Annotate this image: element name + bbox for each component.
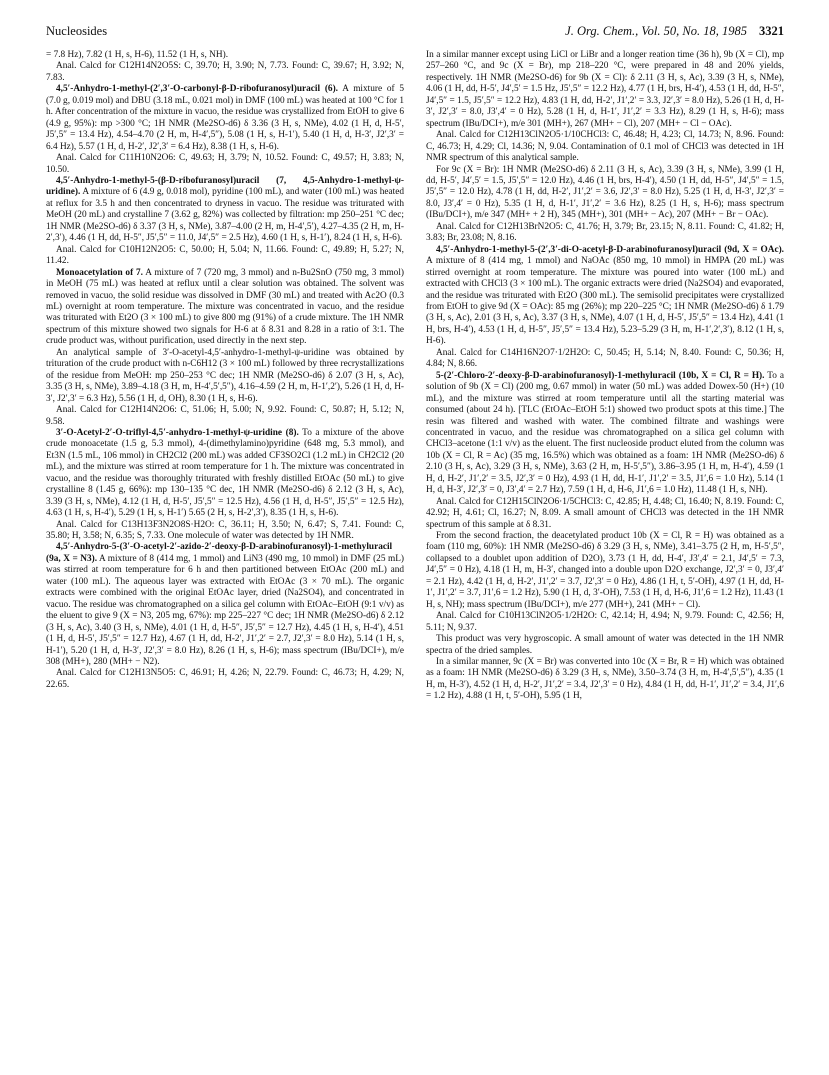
paragraph-text: For 9c (X = Br): 1H NMR (Me2SO-d6) δ 2.11 (3 H, s, Ac), 3.39 (3 H, s, NMe), 3.99 (1 H, dd, H-5′, J4′,5′ = 1.5, J5′,5″ = 12.0 Hz), 4.46 (1 H, brs, H-4′), 4.50 (1 H, dd, H-5″, J4′,5″ = 1.5, J5′,5″ = 12.0 Hz), 4.78 (1 H, dd, H-2′, J1′,2′ = 3.6, J2′,3′ = 8.0 Hz), 5.25 (1 H, d, H-3′, J2′,3′ = 8.0, J3′,4′ = 0 Hz), 5.35 (1 H, d, H-1′, J1′,2′ = 3.6 Hz), 8.25 (1 H, s, H-6); mass spectrum (IBu/DCI+), m/e 347 (MH+ + 2 H), 345 (MH+), 301 (MH+ − Ac), 207 (MH+ − Br − OAc).	[426, 164, 784, 221]
paragraph-text: Anal. Calcd for C12H14N2O5S: C, 39.70; H, 3.90; N, 7.73. Found: C, 39.67; H, 3.92; N, 7.83.	[46, 61, 404, 83]
paragraph	[46, 668, 404, 691]
right-column	[426, 50, 784, 1060]
paragraph-text: A mixture of 5 (7.0 g, 0.019 mol) and DBU (3.18 mL, 0.021 mol) in DMF (100 mL) was heated at 100 °C for 1 h. After concentration of the mixture in vacuo, the residue was crystallized from EtOH to give 6 (4.9 g, 95%): mp >300 °C; 1H NMR (Me2SO-d6) δ 3.36 (3 H, s, NMe), 4.02 (1 H, d, H-5′, J5′,5″ = 13.4 Hz), 4.54–4.70 (2 H, m, H-4′,5″), 5.08 (1 H, s, H-1′), 5.40 (1 H, d, H-3′, J2′,3′ = 6.4 Hz), 5.57 (1 H, d, H-2′, J2′,3′ = 6.4 Hz), 8.38 (1 H, s, H-6).	[46, 84, 404, 152]
paragraph	[46, 428, 404, 520]
paragraph-text: A mixture of 8 (414 mg, 1 mmol) and LiN3 (490 mg, 10 mmol) in DMF (25 mL) was stirred at room temperature for 6 h and then partitioned between EtOAc (200 mL) and water (100 mL). The aqueous layer was extracted with EtOAc (3 × 70 mL). The organic extracts were combined with the original EtOAc layer, dried (Na2SO4), and concentrated in vacuo. The residue was chromatographed on a silica gel column with EtOAc–EtOH (9:1 v/v) as the eluent to give 9 (X = N3, 205 mg, 67%): mp 225–227 °C dec; 1H NMR (Me2SO-d6) δ 2.12 (3 H, s, Ac), 3.40 (3 H, s, NMe), 4.01 (1 H, d, H-5″, J5′,5″ = 12.7 Hz), 4.45 (1 H, s, H-4′), 4.51 (1 H, d, H-5′, J5′,5″ = 12.7 Hz), 4.67 (1 H, dd, H-2′, J1′,2′ = 2.7, J2′,3′ = 8.0 Hz), 5.14 (1 H, s, H-1′), 5.20 (1 H, d, H-3′, J2′,3′ = 8.0 Hz), 8.26 (1 H, s, H-6); mass spectrum (IBu/DCI+), m/e 308 (MH+), 280 (MH+ − N2).	[46, 553, 404, 668]
paragraph	[426, 497, 784, 531]
paragraph	[46, 268, 404, 348]
paragraph	[46, 50, 404, 61]
paragraph-text: To a solution of 9b (X = Cl) (200 mg, 0.67 mmol) in water (50 mL) was added Dowex-50 (H+) (10 mL), and the mixture was stirred at room temperature until all the starting material was consumed (about 24 h). [TLC (EtOAc–EtOH 5:1) showed two product spots at this time.] The resin was filtered and washed with water. The combined filtrate and washings were concentrated in vacuo, and the residue was chromatographed on a silica gel column with CHCl3–acetone (1:1 v/v) as the eluent. The first nucleoside product eluted from the column was 10b (X = Cl, R = Ac) (35 mg, 16.5%) which was obtained as a foam: 1H NMR (Me2SO-d6) δ 2.10 (3 H, s, Ac), 3.29 (3 H, s, NMe), 3.63 (2 H, m, H-5′,5″), 3.86–3.95 (1 H, m, H-4′), 4.59 (1 H, d, H-2′, J1′,2′ = 3.5, J2′,3′ = 0 Hz), 4.93 (1 H, dd, H-1′, J1′,2′ = 3.5, J1′,6 = 1.0 Hz), 5.14 (1 H, d, H-3′, J2′,3′ = 0, J3′,4′ = 2.7 Hz), 7.59 (1 H, d, H-6, J1′,6 = 1.0 Hz), 11.48 (1 H, s, NH).	[426, 370, 784, 496]
section-title: Nucleosides	[46, 24, 108, 38]
paragraph	[426, 531, 784, 611]
paragraph-text: To a mixture of the above crude monoacetate (1.5 g, 5.3 mmol), 4-(dimethylamino)pyridine (648 mg, 5.3 mmol), and Et3N (1.5 mL, 106 mmol) in CH2Cl2 (200 mL) was added CF3SO2Cl (1.2 mL) in CH2Cl2 (20 mL), and the mixture was stirred at room temperature for 1 h. The mixture was concentrated in vacuo, and the residue was thoroughly triturated with freshly distilled EtOAc (50 mL) to give crystalline 8 (1.45 g, 66%): mp 130–135 °C dec, 1H NMR (Me2SO-d6) δ 2.12 (3 H, s, Ac), 3.39 (3 H, s, NMe), 4.12 (1 H, d, H-5′, J5′,5″ = 12.5 Hz), 4.56 (1 H, d, H-5″, J5′,5″ = 12.5 Hz), 4.63 (1 H, s, H-4′), 5.29 (1 H, s, H-1′) 5.65 (2 H, s, H-2′,3′), 8.35 (1 H, s, H-6).	[46, 427, 404, 519]
paragraph	[46, 153, 404, 176]
paragraph	[426, 130, 784, 164]
paragraph-heading: 5-(2′-Chloro-2′-deoxy-β-D-arabinofuranosyl)-1-methyluracil (10b, X = Cl, R = H).	[436, 370, 765, 381]
paragraph-text: Anal. Calcd for C12H13ClN2O5·1/10CHCl3: C, 46.48; H, 4.23; Cl, 14.73; N, 8.96. Found: C, 46.73; H, 4.29; Cl, 14.36; N, 9.04. Contamination of 0.1 mol of CHCl3 was detected in 1H NMR spectrum of this analytical sample.	[426, 130, 784, 164]
page-header	[46, 24, 784, 42]
paragraph	[46, 61, 404, 84]
paragraph	[426, 50, 784, 130]
paragraph	[46, 542, 404, 668]
paragraph-text: Anal. Calcd for C10H12N2O5: C, 50.00; H, 5.04; N, 11.66. Found: C, 49.89; H, 5.27; N, 11.42.	[46, 244, 404, 267]
paragraph-text: = 7.8 Hz), 7.82 (1 H, s, H-6), 11.52 (1 H, s, NH).	[46, 50, 229, 60]
paragraph-text: In a similar manner except using LiCl or LiBr and a longer reation time (36 h), 9b (X = Cl), mp 257–260 °C, and 9c (X = Br), mp 218–220 °C, were prepared in 48 and 20% yields, respectively. 1H NMR (Me2SO-d6) for 9b (X = Cl): δ 2.11 (3 H, s, Ac), 3.39 (3 H, s, NMe), 4.06 (1 H, dd, H-5′, J4′,5′ = 1.5 Hz, J5′,5″ = 12.2 Hz), 4.77 (1 H, brs, H-4′), 4.53 (1 H, dd, H-5″, J4′,5″ = 1.5, J5′,5″ = 12.2 Hz), 4.83 (1 H, dd, H-2′, J1′,2′ = 3.3, J2′,3′ = 8.0 Hz), 5.26 (1 H, d, H-3′, J2′,3′ = 8.0, J3′,4′ = 0 Hz), 5.28 (1 H, d, H-1′, J1′,2′ = 3.3 Hz), 8.29 (1 H, s, H-6); mass spectrum (IBu/DCI+), m/e 301 (MH+), 267 (MH+ − Cl), 207 (MH+ − Cl − OAc).	[426, 50, 784, 129]
paragraph	[426, 165, 784, 222]
paragraph-heading: Monoacetylation of 7.	[56, 267, 143, 278]
page-number: 3321	[759, 24, 784, 38]
paragraph-text: Anal. Calcd for C12H13N5O5: C, 46.91; H, 4.26; N, 22.79. Found: C, 46.73; H, 4.29; N, 22.65.	[46, 668, 404, 690]
paragraph-text: Anal. Calcd for C12H14N2O6: C, 51.06; H, 5.00; N, 9.92. Found: C, 50.87; H, 5.12; N, 9.58.	[46, 405, 404, 427]
paragraph	[426, 657, 784, 703]
paragraph-text: Anal. Calcd for C11H10N2O6: C, 49.63; H, 3.79; N, 10.52. Found: C, 49.57; H, 3.83; N, 10.50.	[46, 153, 404, 175]
paragraph	[426, 222, 784, 245]
paragraph	[46, 84, 404, 153]
paragraph-heading: 4,5′-Anhydro-1-methyl-5-(2′,3′-di-O-acetyl-β-D-arabinofuranosyl)uracil (9d, X = OAc).	[436, 244, 784, 255]
paragraph-heading: 3′-O-Acetyl-2′-O-triflyl-4,5′-anhydro-1-methyl-ψ-uridine (8).	[56, 427, 299, 438]
left-column	[46, 50, 404, 1060]
paragraph-text: A mixture of 6 (4.9 g, 0.018 mol), pyridine (100 mL), and water (100 mL) was heated at reflux for 3.5 h and then concentrated to dryness in vacuo. The residue was triturated with MeOH (20 mL) and crystalline 7 (3.62 g, 82%) was collected by filtration: mp 250–251 °C dec; 1H NMR (Me2SO-d6) δ 3.37 (3 H, s, NMe), 3.87–4.00 (2 H, m, H-4′,5′), 4.27–4.35 (2 H, m, H-2′,3′), 4.46 (1 H, dd, H-5″, J5′,5″ = 11.0, J4′,5″ = 2.5 Hz), 4.60 (1 H, s, H-1′), 8.24 (1 H, s, H-6).	[46, 187, 404, 244]
paragraph	[426, 371, 784, 497]
paragraph-text: This product was very hygroscopic. A small amount of water was detected in the 1H NMR spectra of the dried samples.	[426, 634, 784, 656]
paragraph-heading: 4,5′-Anhydro-5-(3′-O-acetyl-2′-azido-2′-deoxy-β-D-arabinofuranosyl)-1-methyluracil (9a, X = N3).	[46, 542, 393, 564]
paragraph-text: Anal. Calcd for C14H16N2O7·1/2H2O: C, 50.45; H, 5.14; N, 8.40. Found: C, 50.36; H, 4.84; N, 8.66.	[426, 347, 784, 370]
paragraph	[46, 520, 404, 543]
paragraph-text: An analytical sample of 3′-O-acetyl-4,5′-anhydro-1-methyl-ψ-uridine was obtained by trituration of the crude product with n-C6H12 (3 × 100 mL) followed by three recrystallizations of the residue from MeOH: mp 250–253 °C dec; 1H NMR (Me2SO-d6) δ 2.07 (3 H, s, Ac), 3.35 (3 H, s, NMe), 3.89–4.18 (3 H, m, H-4′,5′,5″), 4.16–4.59 (2 H, m, H-1′,2′), 5.26 (1 H, d, H-3′, J2′,3′ = 6.3 Hz), 5.56 (1 H, d, OH), 8.30 (1 H, s, H-6).	[46, 347, 404, 404]
paragraph	[426, 611, 784, 634]
paragraph	[46, 245, 404, 268]
paragraph-text: Anal. Calcd for C13H13F3N2O8S·H2O: C, 36.11; H, 3.50; N, 6.47; S, 7.41. Found: C, 35.80; H, 3.58; N, 6.35; S, 7.33. One molecule of water was detected by 1H NMR.	[46, 519, 404, 542]
journal-citation	[565, 24, 784, 39]
paragraph	[426, 634, 784, 657]
paragraph-text: Anal. Calcd for C12H15ClN2O6·1/5CHCl3: C, 42.85; H, 4.48; Cl, 16.40; N, 8.19. Found: C, 42.92; H, 4.61; Cl, 16.27; N, 8.09. A small amount of CHCl3 was detected in the 1H NMR spectrum of this sample at δ 8.31.	[426, 496, 784, 530]
paragraph-heading: 4,5′-Anhydro-1-methyl-5-(β-D-ribofuranosyl)uracil (7, 4,5-Anhydro-1-methyl-ψ-uridine).	[46, 175, 404, 198]
paragraph	[46, 348, 404, 405]
paragraph-heading: 4,5′-Anhydro-1-methyl-(2′,3′-O-carbonyl-β-D-ribofuranosyl)uracil (6).	[56, 84, 338, 95]
journal-name: J. Org. Chem., Vol. 50, No. 18, 1985	[565, 24, 747, 38]
paragraph	[426, 348, 784, 371]
paragraph-text: From the second fraction, the deacetylated product 10b (X = Cl, R = H) was obtained as a foam (110 mg, 60%): 1H NMR (Me2SO-d6) δ 3.29 (3 H, s, NMe), 3.41–3.75 (2 H, m, H-5′,5″, collapsed to a doublet upon addition of D2O), 3.73 (1 H, dd, H-4′, J3′,4′ = 2.1, J4′,5′ = 7.3, J4′,5″ = 0 Hz), 4.18 (1 H, m, H-3′, changed into a double upon D2O exchange, J2′,3′ = 0, J3′,4′ = 2.1 Hz), 4.42 (1 H, d, H-2′, J1′,2′ = 3.7, J2′,3′ = 0 Hz), 4.86 (1 H, t, 5′-OH), 4.97 (1 H, dd, H-1′, J1′,2′ = 3.7, J1′,6 = 1.2 Hz), 5.90 (1 H, d, 3′-OH), 7.53 (1 H, d, H-6, J1′,6 = 1.2 Hz), 11.43 (1 H, s, NH); mass spectrum (IBu/DCI+), m/e 277 (MH+), 241 (MH+ − Cl).	[426, 531, 784, 610]
paragraph-text: Anal. Calcd for C10H13ClN2O5·1/2H2O: C, 42.14; H, 4.94; N, 9.79. Found: C, 42.56; H, 5.11; N, 9.37.	[426, 611, 784, 633]
paragraph	[46, 176, 404, 245]
paragraph-text: Anal. Calcd for C12H13BrN2O5: C, 41.76; H, 3.79; Br, 23.15; N, 8.11. Found: C, 41.82; H, 3.83; Br, 23.08; N, 8.16.	[426, 221, 784, 244]
paragraph	[46, 405, 404, 428]
paragraph-text: A mixture of 7 (720 mg, 3 mmol) and n-Bu2SnO (750 mg, 3 mmol) in MeOH (75 mL) was heated at reflux until a clear solution was obtained. The solvent was removed in vacuo, the solid residue was dissolved in DMF (30 mL) and treated with Ac2O (0.3 mL) overnight at room temperature. The mixture was concentrated in vacuo, and the residue was triturated with Et2O (3 × 100 mL) to give 800 mg (91%) of a crude mixture. The 1H NMR spectrum of this mixture showed two signals for H-6 at δ 8.31 and 8.28 in a ratio of 3:1. The crude product was, without purification, used directly in the next step.	[46, 267, 404, 347]
paragraph-text: In a similar manner, 9c (X = Br) was converted into 10c (X = Br, R = H) which was obtained as a foam: 1H NMR (Me2SO-d6) δ 3.29 (3 H, s, NMe), 3.50–3.74 (3 H, m, H-4′,5′,5″), 4.35 (1 H, m, H-3′), 4.52 (1 H, d, H-2′, J1′,2′ = 3.4, J2′,3′ = 0 Hz), 4.84 (1 H, dd, H-1′, J1′,2′ = 3.4, J1′,6 = 1.2 Hz), 4.88 (1 H, t, 5′-OH), 5.95 (1 H,	[426, 657, 784, 702]
paragraph-text: A mixture of 8 (414 mg, 1 mmol) and NaOAc (850 mg, 10 mmol) in HMPA (20 mL) was stirred overnight at room temperature. The mixture was poured into water (100 mL) and extracted with CHCl3 (3 × 100 mL). The organic extracts were dried (Na2SO4) and evaporated, and the residue was triturated with Et2O (300 mL). The semisolid precipitates were crystallized from EtOH to give 9d (X = OAc): 85 mg (26%); mp 220–225 °C; 1H NMR (Me2SO-d6) δ 1.79 (3 H, s, Ac), 2.01 (3 H, s, Ac), 3.37 (3 H, s, NMe), 4.07 (1 H, d, H-5′, J5′,5″ = 13.4 Hz), 4.41 (1 H, brs, H-4′), 4.53 (1 H, d, H-5″, J5′,5″ = 13.4 Hz), 5.23–5.29 (3 H, m, H-1′,2′,3′), 8.12 (1 H, s, H-6).	[426, 256, 784, 347]
paragraph	[426, 245, 784, 348]
